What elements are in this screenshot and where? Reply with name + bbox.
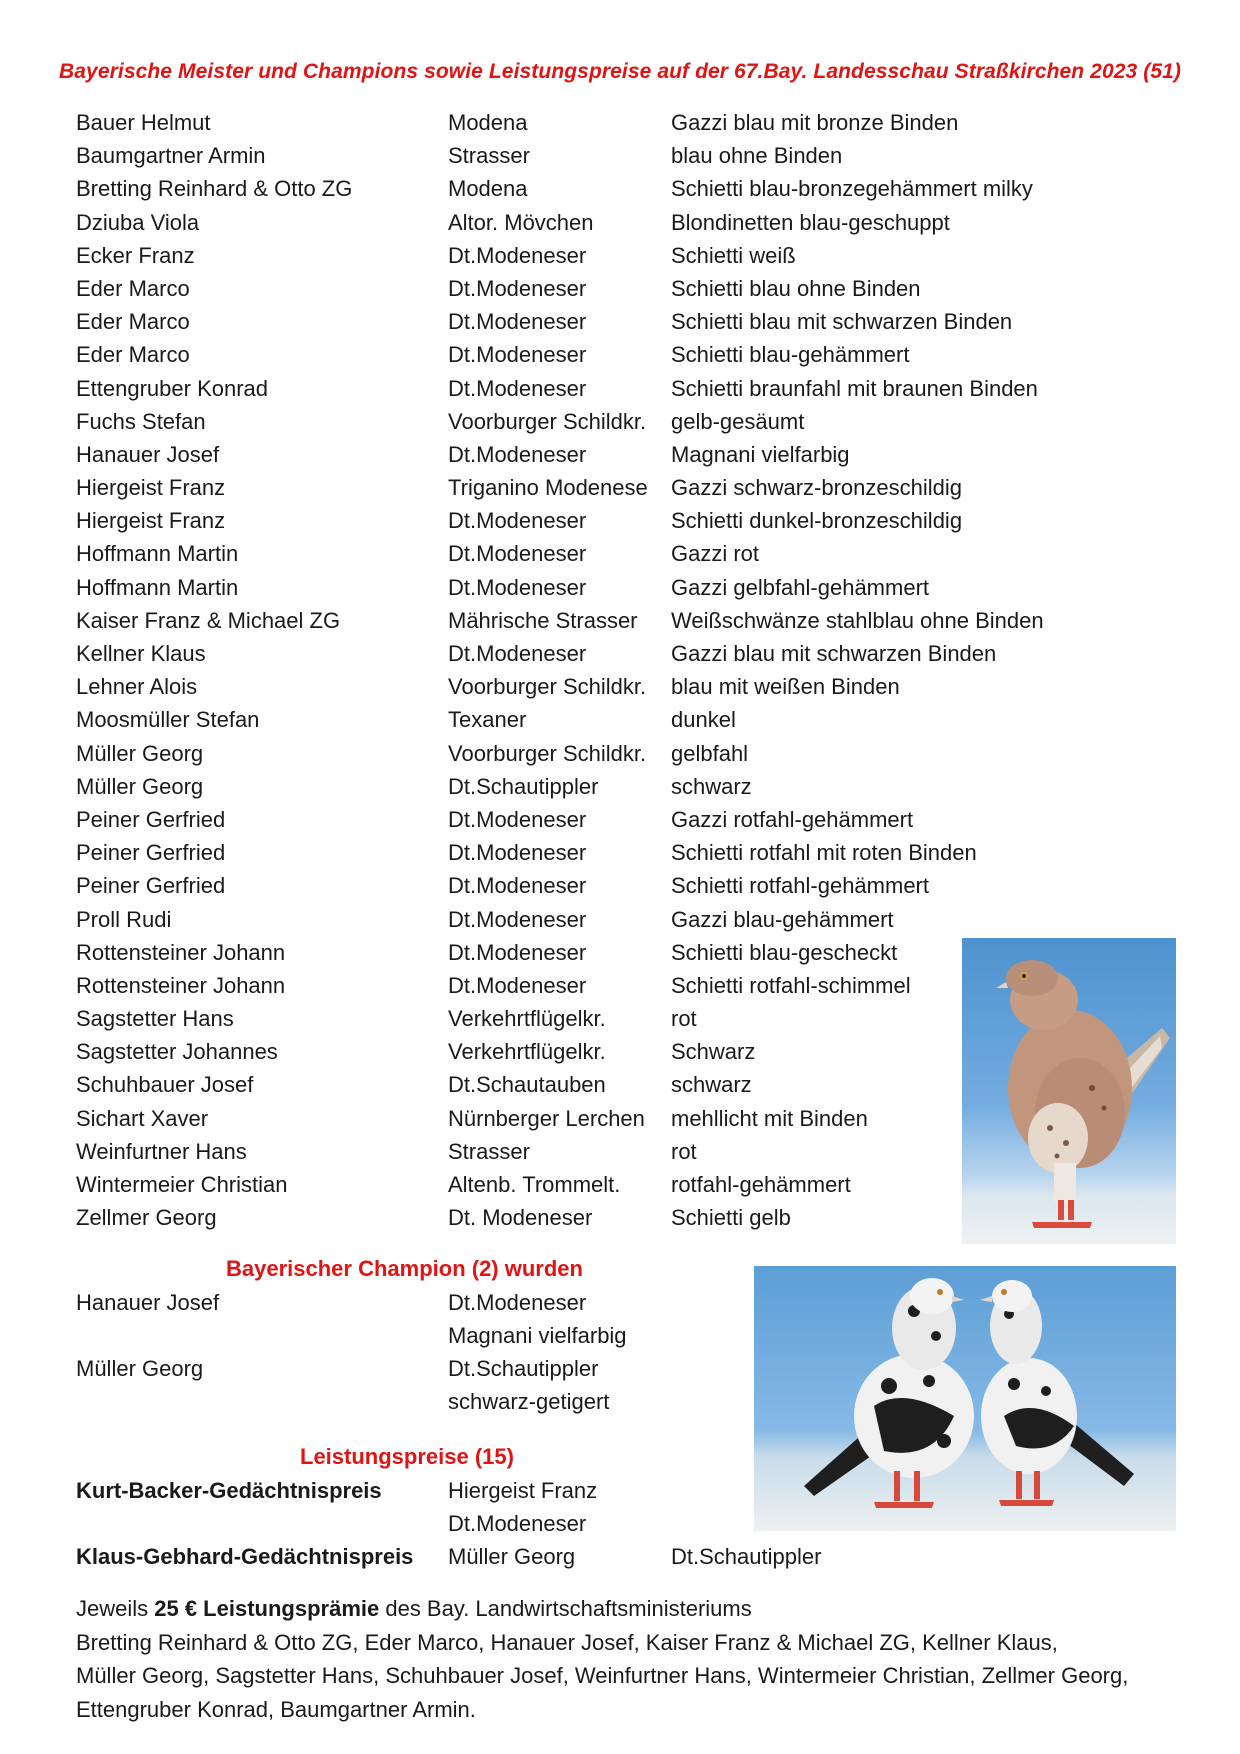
meister-row	[76, 372, 1076, 405]
color-name: Schietti blau-gehämmert	[671, 342, 910, 368]
meister-row	[76, 637, 1076, 670]
breeder-name: Hoffmann Martin	[76, 574, 239, 600]
footer-suffix: des Bay. Landwirtschaftsministeriums	[379, 1596, 752, 1621]
color-name: Gazzi rot	[671, 541, 760, 567]
champion-heading: Bayerischer Champion (2) wurden	[226, 1256, 583, 1281]
champion-1-name: Hanauer Josef	[76, 1290, 220, 1315]
footer-amount: 25 € Leistungsprämie	[154, 1596, 380, 1621]
meister-row	[76, 438, 1076, 471]
color-name: schwarz	[671, 773, 752, 799]
breeder-name: Peiner Gerfried	[76, 873, 226, 899]
color-name: Schietti blau ohne Binden	[671, 275, 921, 301]
color-name: Gazzi schwarz-bronzeschildig	[671, 475, 962, 501]
meister-row	[76, 571, 1076, 604]
breed-name: Dt.Modeneser	[448, 242, 587, 268]
color-name: Schietti blau mit schwarzen Binden	[671, 309, 1013, 335]
color-name: gelbfahl	[671, 740, 749, 766]
klaus-prize-name: Müller Georg	[448, 1544, 576, 1569]
breeder-name: Bretting Reinhard & Otto ZG	[76, 176, 353, 202]
meister-row	[76, 338, 1076, 371]
color-name: mehllicht mit Binden	[671, 1105, 868, 1131]
breeder-name: Eder Marco	[76, 275, 190, 301]
footer-line-3: Müller Georg, Sagstetter Hans, Schuhbauer Josef, Weinfurtner Hans, Wintermeier Christian, Zellmer Georg,	[76, 1663, 1129, 1688]
meister-row	[76, 1168, 1076, 1201]
breed-name: Mährische Strasser	[448, 607, 638, 633]
breeder-name: Kaiser Franz & Michael ZG	[76, 607, 341, 633]
kurt-prize-name: Hiergeist Franz	[448, 1478, 598, 1503]
color-name: Gazzi rotfahl-gehämmert	[671, 806, 914, 832]
color-name: Schietti gelb	[671, 1205, 791, 1231]
footer-prefix: Jeweils	[76, 1596, 155, 1621]
kurt-prize-label: Kurt-Backer-Gedächtnispreis	[76, 1478, 382, 1503]
breed-name: Dt.Modeneser	[448, 939, 587, 965]
breed-name: Dt.Modeneser	[448, 840, 587, 866]
color-name: Schietti blau-gescheckt	[671, 939, 898, 965]
breeder-name: Sichart Xaver	[76, 1105, 209, 1131]
breeder-name: Dziuba Viola	[76, 209, 200, 235]
footer-line-1	[76, 1592, 1128, 1626]
breeder-name: Eder Marco	[76, 309, 190, 335]
breed-name: Dt.Modeneser	[448, 641, 587, 666]
pigeon-photo-pair	[754, 1266, 1176, 1531]
breed-name: Dt.Modeneser	[448, 806, 587, 832]
champion-1-breed: Dt.Modeneser	[448, 1290, 587, 1315]
breed-name: Dt.Modeneser	[448, 275, 587, 301]
color-name: Blondinetten blau-geschuppt	[671, 209, 950, 235]
breed-name: Voorburger Schildkr.	[448, 674, 647, 700]
meister-row	[76, 869, 1076, 902]
breed-name: Dt.Modeneser	[448, 508, 587, 534]
breeder-name: Ettengruber Konrad	[76, 375, 269, 401]
footer-text	[76, 1592, 1128, 1726]
color-name: Schwarz	[671, 1039, 756, 1065]
breeder-name: Rottensteiner Johann	[76, 972, 286, 998]
breeder-name: Eder Marco	[76, 342, 190, 368]
breed-name: Dt. Modeneser	[448, 1205, 593, 1231]
breeder-name: Hoffmann Martin	[76, 541, 239, 567]
breeder-name: Sagstetter Johannes	[76, 1039, 278, 1065]
breed-name: Voorburger Schildkr.	[448, 740, 647, 766]
meister-row	[76, 836, 1076, 869]
color-name: Schietti braunfahl mit braunen Binden	[671, 375, 1038, 401]
page-title: Bayerische Meister und Champions sowie Leistungspreise auf der 67.Bay. Landesschau Straßkirchen 2023 (51)	[59, 60, 1181, 83]
color-name: Gazzi gelbfahl-gehämmert	[671, 574, 930, 600]
breed-name: Nürnberger Lerchen	[448, 1105, 645, 1131]
breeder-name: Rottensteiner Johann	[76, 939, 286, 965]
breed-name: Texaner	[448, 707, 527, 733]
meister-row	[76, 604, 1076, 637]
meister-row	[76, 405, 1076, 438]
meister-row	[76, 272, 1076, 305]
color-name: Gazzi blau-gehämmert	[671, 906, 894, 932]
meister-row	[76, 1102, 1076, 1135]
meister-row	[76, 770, 1076, 803]
color-name: Magnani vielfarbig	[671, 441, 850, 467]
breed-name: Dt.Modeneser	[448, 375, 587, 401]
breeder-name: Zellmer Georg	[76, 1205, 217, 1231]
color-name: Schietti rotfahl mit roten Binden	[671, 840, 977, 866]
breed-name: Modena	[448, 110, 528, 135]
meister-row	[76, 1135, 1076, 1168]
color-name: dunkel	[671, 707, 736, 733]
breeder-name: Bauer Helmut	[76, 110, 211, 135]
champion-2-name: Müller Georg	[76, 1356, 204, 1381]
meister-row	[76, 1002, 1076, 1035]
breed-name: Dt.Modeneser	[448, 541, 587, 567]
meister-row	[76, 903, 1076, 936]
klaus-prize-label: Klaus-Gebhard-Gedächtnispreis	[76, 1544, 414, 1569]
breeder-name: Proll Rudi	[76, 906, 172, 932]
breed-name: Dt.Schautauben	[448, 1072, 606, 1098]
meister-row	[76, 139, 1076, 172]
breeder-name: Hanauer Josef	[76, 441, 220, 467]
color-name: Gazzi blau mit bronze Binden	[671, 110, 959, 135]
breed-name: Altenb. Trommelt.	[448, 1172, 621, 1197]
breeder-name: Weinfurtner Hans	[76, 1138, 247, 1164]
pigeon-photo-single	[962, 938, 1176, 1244]
breeder-name: Schuhbauer Josef	[76, 1072, 254, 1098]
breed-name: Altor. Mövchen	[448, 209, 594, 235]
color-name: schwarz	[671, 1072, 752, 1098]
champion-2-breed: Dt.Schautippler	[448, 1356, 599, 1381]
color-name: rot	[671, 1138, 697, 1164]
breed-name: Verkehrtflügelkr.	[448, 1006, 606, 1032]
breed-name: Verkehrtflügelkr.	[448, 1039, 606, 1065]
meister-row	[76, 936, 1076, 969]
breeder-name: Sagstetter Hans	[76, 1006, 234, 1032]
breed-name: Voorburger Schildkr.	[448, 408, 647, 434]
breeder-name: Müller Georg	[76, 740, 204, 766]
meister-row	[76, 206, 1076, 239]
breed-name: Triganino Modenese	[448, 475, 648, 501]
color-name: Schietti blau-bronzegehämmert milky	[671, 176, 1033, 202]
meister-row	[76, 737, 1076, 770]
breed-name: Dt.Modeneser	[448, 309, 587, 335]
breeder-name: Wintermeier Christian	[76, 1172, 288, 1197]
breeder-name: Hiergeist Franz	[76, 475, 226, 501]
color-name: Schietti rotfahl-gehämmert	[671, 873, 929, 899]
meister-row	[76, 1068, 1076, 1101]
meister-row	[76, 305, 1076, 338]
breed-name: Dt.Modeneser	[448, 906, 587, 932]
breeder-name: Müller Georg	[76, 773, 204, 799]
breeder-name: Moosmüller Stefan	[76, 707, 260, 733]
color-name: gelb-gesäumt	[671, 408, 805, 434]
color-name: Weißschwänze stahlblau ohne Binden	[671, 607, 1044, 633]
breed-name: Dt.Modeneser	[448, 441, 587, 467]
champion-2-color: schwarz-getigert	[448, 1389, 610, 1414]
champion-1-color: Magnani vielfarbig	[448, 1323, 627, 1348]
breed-name: Dt.Schautippler	[448, 773, 599, 799]
breeder-name: Peiner Gerfried	[76, 840, 226, 866]
breeder-name: Kellner Klaus	[76, 641, 206, 666]
meister-row	[76, 172, 1076, 205]
klaus-prize-breed: Dt.Schautippler	[671, 1544, 822, 1569]
meister-row	[76, 504, 1076, 537]
meister-row	[76, 670, 1076, 703]
breeder-name: Fuchs Stefan	[76, 408, 206, 434]
footer-line-2: Bretting Reinhard & Otto ZG, Eder Marco, Hanauer Josef, Kaiser Franz & Michael ZG, Kellner Klaus,	[76, 1629, 1058, 1655]
color-name: rot	[671, 1006, 697, 1032]
meister-row	[76, 106, 1076, 139]
breeder-name: Ecker Franz	[76, 242, 195, 268]
breed-name: Modena	[448, 176, 528, 202]
color-name: blau mit weißen Binden	[671, 674, 900, 700]
meister-row	[76, 1201, 1076, 1234]
color-name: Schietti rotfahl-schimmel	[671, 972, 911, 998]
color-name: blau ohne Binden	[671, 143, 843, 169]
meister-row	[76, 537, 1076, 570]
meister-row	[76, 239, 1076, 272]
meister-list	[76, 106, 1076, 1234]
leistung-heading: Leistungspreise (15)	[300, 1444, 514, 1469]
color-name: Schietti weiß	[671, 242, 796, 268]
breed-name: Dt.Modeneser	[448, 342, 587, 368]
footer-line-4: Ettengruber Konrad, Baumgartner Armin.	[76, 1696, 476, 1722]
breeder-name: Hiergeist Franz	[76, 508, 226, 534]
breed-name: Strasser	[448, 1138, 530, 1164]
breeder-name: Peiner Gerfried	[76, 806, 226, 832]
breeder-name: Baumgartner Armin	[76, 143, 266, 169]
meister-row	[76, 1035, 1076, 1068]
color-name: Schietti dunkel-bronzeschildig	[671, 508, 963, 534]
color-name: Gazzi blau mit schwarzen Binden	[671, 641, 997, 666]
kurt-prize-breed: Dt.Modeneser	[448, 1511, 587, 1536]
color-name: rotfahl-gehämmert	[671, 1172, 851, 1197]
breeder-name: Lehner Alois	[76, 674, 198, 700]
breed-name: Dt.Modeneser	[448, 972, 587, 998]
breed-name: Strasser	[448, 143, 530, 169]
meister-row	[76, 803, 1076, 836]
meister-row	[76, 703, 1076, 736]
meister-row	[76, 969, 1076, 1002]
meister-row	[76, 471, 1076, 504]
breed-name: Dt.Modeneser	[448, 574, 587, 600]
breed-name: Dt.Modeneser	[448, 873, 587, 899]
